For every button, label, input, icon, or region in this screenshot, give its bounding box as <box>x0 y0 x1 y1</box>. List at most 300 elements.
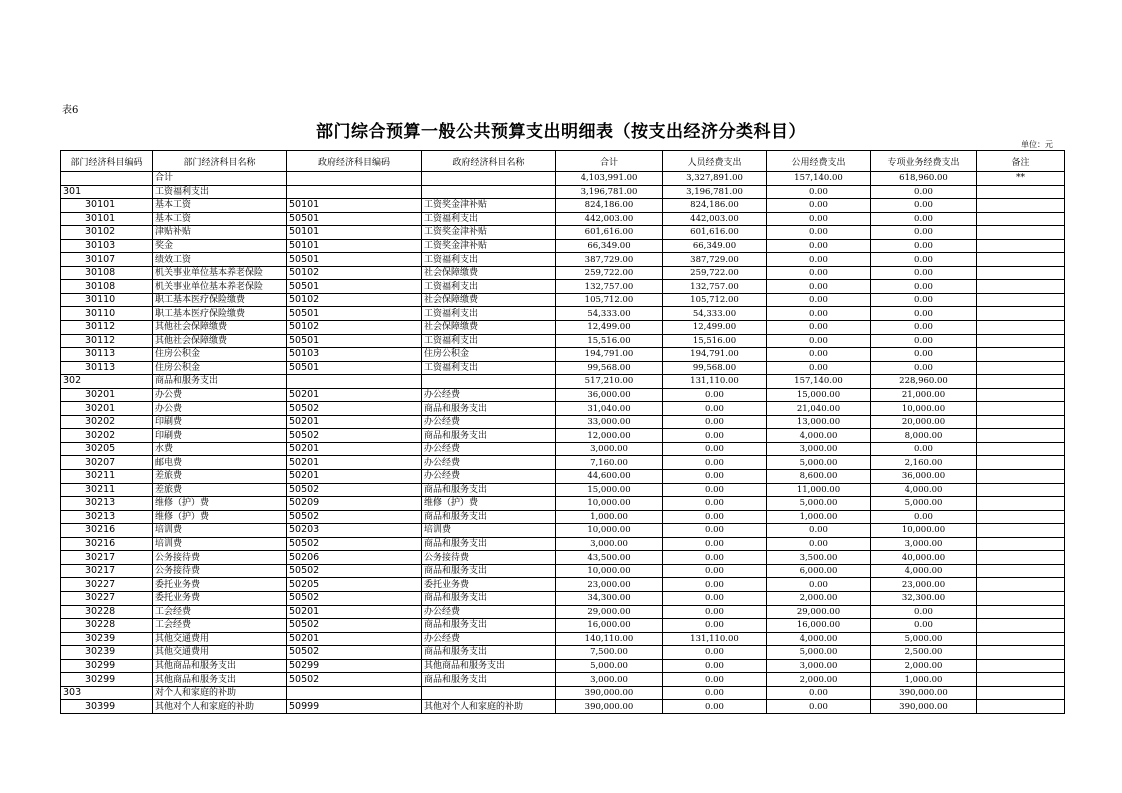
cell-gov-name: 委托业务费 <box>422 578 556 592</box>
cell-gov-name: 办公经费 <box>422 442 556 456</box>
cell-dept-code: 301 <box>61 185 153 199</box>
cell-remarks <box>977 551 1065 565</box>
cell-gov-name: 社会保障缴费 <box>422 321 556 335</box>
cell-total: 29,000.00 <box>556 605 663 619</box>
table-row <box>61 524 1065 538</box>
cell-gov-name: 工资福利支出 <box>422 212 556 226</box>
cell-gov-name: 工资福利支出 <box>422 307 556 321</box>
cell-personnel: 0.00 <box>663 429 767 443</box>
cell-dept-name: 基本工资 <box>153 212 287 226</box>
cell-public: 0.00 <box>767 199 871 213</box>
cell-gov-code: 50502 <box>287 564 422 578</box>
cell-gov-name: 办公经费 <box>422 415 556 429</box>
cell-special: 1,000.00 <box>871 673 977 687</box>
cell-total: 31,040.00 <box>556 402 663 416</box>
cell-dept-name: 对个人和家庭的补助 <box>153 686 287 700</box>
cell-public: 13,000.00 <box>767 415 871 429</box>
cell-dept-code: 30201 <box>61 388 153 402</box>
table-row <box>61 334 1065 348</box>
cell-personnel: 0.00 <box>663 483 767 497</box>
cell-total: 12,000.00 <box>556 429 663 443</box>
cell-gov-code: 50101 <box>287 239 422 253</box>
cell-dept-code: 30113 <box>61 361 153 375</box>
cell-gov-name: 商品和服务支出 <box>422 564 556 578</box>
cell-public: 0.00 <box>767 321 871 335</box>
cell-gov-code <box>287 185 422 199</box>
cell-dept-name: 公务接待费 <box>153 551 287 565</box>
cell-gov-code: 50501 <box>287 212 422 226</box>
cell-dept-code: 30216 <box>61 524 153 538</box>
table-row <box>61 361 1065 375</box>
table-row <box>61 619 1065 633</box>
table-row <box>61 307 1065 321</box>
cell-gov-name: 公务接待费 <box>422 551 556 565</box>
table-row <box>61 185 1065 199</box>
cell-special: 0.00 <box>871 321 977 335</box>
cell-gov-name: 办公经费 <box>422 470 556 484</box>
cell-personnel: 66,349.00 <box>663 239 767 253</box>
cell-public: 0.00 <box>767 239 871 253</box>
cell-remarks <box>977 388 1065 402</box>
cell-dept-code: 30211 <box>61 470 153 484</box>
cell-gov-name: 商品和服务支出 <box>422 619 556 633</box>
table-row <box>61 442 1065 456</box>
cell-public: 1,000.00 <box>767 510 871 524</box>
cell-remarks <box>977 307 1065 321</box>
cell-special: 0.00 <box>871 253 977 267</box>
cell-total: 3,000.00 <box>556 673 663 687</box>
cell-total: 7,160.00 <box>556 456 663 470</box>
cell-total: 3,000.00 <box>556 442 663 456</box>
cell-total: 3,000.00 <box>556 537 663 551</box>
cell-total: 517,210.00 <box>556 375 663 389</box>
cell-remarks: ** <box>977 172 1065 186</box>
cell-remarks <box>977 442 1065 456</box>
cell-dept-name: 印刷费 <box>153 415 287 429</box>
table-row <box>61 510 1065 524</box>
cell-personnel: 0.00 <box>663 591 767 605</box>
cell-dept-name: 奖金 <box>153 239 287 253</box>
cell-dept-code: 30216 <box>61 537 153 551</box>
cell-dept-code: 302 <box>61 375 153 389</box>
cell-gov-code: 50205 <box>287 578 422 592</box>
cell-dept-name: 合计 <box>153 172 287 186</box>
cell-special: 2,000.00 <box>871 659 977 673</box>
cell-special: 0.00 <box>871 199 977 213</box>
cell-gov-code: 50103 <box>287 348 422 362</box>
cell-dept-code: 30239 <box>61 632 153 646</box>
cell-dept-code: 30108 <box>61 280 153 294</box>
cell-personnel: 0.00 <box>663 456 767 470</box>
cell-dept-code: 30239 <box>61 646 153 660</box>
cell-dept-code: 30217 <box>61 551 153 565</box>
cell-dept-code: 30217 <box>61 564 153 578</box>
cell-public: 0.00 <box>767 578 871 592</box>
cell-dept-name: 职工基本医疗保险缴费 <box>153 307 287 321</box>
cell-dept-name: 住房公积金 <box>153 348 287 362</box>
cell-personnel: 0.00 <box>663 700 767 714</box>
table-row <box>61 321 1065 335</box>
cell-dept-code: 30103 <box>61 239 153 253</box>
cell-dept-code: 303 <box>61 686 153 700</box>
cell-personnel: 3,196,781.00 <box>663 185 767 199</box>
cell-remarks <box>977 185 1065 199</box>
cell-special: 4,000.00 <box>871 564 977 578</box>
cell-public: 8,600.00 <box>767 470 871 484</box>
cell-total: 99,568.00 <box>556 361 663 375</box>
cell-dept-code: 30102 <box>61 226 153 240</box>
cell-remarks <box>977 415 1065 429</box>
cell-total: 132,757.00 <box>556 280 663 294</box>
cell-gov-name: 工资奖金津补贴 <box>422 199 556 213</box>
cell-remarks <box>977 578 1065 592</box>
cell-special: 0.00 <box>871 348 977 362</box>
table-row <box>61 686 1065 700</box>
cell-gov-code: 50201 <box>287 632 422 646</box>
cell-public: 2,000.00 <box>767 591 871 605</box>
cell-special: 390,000.00 <box>871 686 977 700</box>
cell-total: 140,110.00 <box>556 632 663 646</box>
cell-personnel: 0.00 <box>663 578 767 592</box>
cell-public: 0.00 <box>767 293 871 307</box>
cell-personnel: 0.00 <box>663 659 767 673</box>
cell-dept-name: 工会经费 <box>153 619 287 633</box>
cell-gov-code: 50502 <box>287 619 422 633</box>
table-row <box>61 646 1065 660</box>
cell-public: 0.00 <box>767 361 871 375</box>
cell-remarks <box>977 497 1065 511</box>
cell-public: 0.00 <box>767 212 871 226</box>
table-row <box>61 673 1065 687</box>
cell-public: 0.00 <box>767 537 871 551</box>
cell-personnel: 12,499.00 <box>663 321 767 335</box>
cell-personnel: 0.00 <box>663 415 767 429</box>
cell-dept-name: 办公费 <box>153 388 287 402</box>
cell-total: 442,003.00 <box>556 212 663 226</box>
cell-dept-code <box>61 172 153 186</box>
cell-total: 5,000.00 <box>556 659 663 673</box>
cell-special: 8,000.00 <box>871 429 977 443</box>
cell-dept-name: 机关事业单位基本养老保险 <box>153 280 287 294</box>
cell-dept-code: 30101 <box>61 199 153 213</box>
cell-personnel: 131,110.00 <box>663 375 767 389</box>
header-personnel: 人员经费支出 <box>663 151 767 172</box>
cell-gov-name: 其他商品和服务支出 <box>422 659 556 673</box>
cell-public: 3,000.00 <box>767 442 871 456</box>
cell-gov-name <box>422 185 556 199</box>
cell-special: 23,000.00 <box>871 578 977 592</box>
table-row <box>61 551 1065 565</box>
cell-gov-name: 商品和服务支出 <box>422 510 556 524</box>
cell-special: 0.00 <box>871 510 977 524</box>
header-gov-code: 政府经济科目编码 <box>287 151 422 172</box>
cell-public: 0.00 <box>767 185 871 199</box>
cell-gov-code: 50501 <box>287 253 422 267</box>
cell-dept-name: 委托业务费 <box>153 591 287 605</box>
cell-remarks <box>977 239 1065 253</box>
cell-personnel: 0.00 <box>663 524 767 538</box>
cell-total: 16,000.00 <box>556 619 663 633</box>
cell-gov-name: 社会保障缴费 <box>422 266 556 280</box>
cell-dept-code: 30110 <box>61 307 153 321</box>
cell-special: 10,000.00 <box>871 402 977 416</box>
cell-dept-code: 30207 <box>61 456 153 470</box>
cell-dept-code: 30228 <box>61 619 153 633</box>
cell-public: 11,000.00 <box>767 483 871 497</box>
cell-personnel: 99,568.00 <box>663 361 767 375</box>
cell-gov-code: 50201 <box>287 442 422 456</box>
cell-dept-code: 30108 <box>61 266 153 280</box>
cell-dept-code: 30299 <box>61 659 153 673</box>
cell-total: 4,103,991.00 <box>556 172 663 186</box>
cell-dept-code: 30110 <box>61 293 153 307</box>
cell-gov-code: 50502 <box>287 537 422 551</box>
cell-gov-code: 50501 <box>287 280 422 294</box>
cell-gov-name: 培训费 <box>422 524 556 538</box>
cell-dept-name: 邮电费 <box>153 456 287 470</box>
cell-total: 15,516.00 <box>556 334 663 348</box>
cell-gov-name: 商品和服务支出 <box>422 673 556 687</box>
cell-remarks <box>977 402 1065 416</box>
cell-total: 105,712.00 <box>556 293 663 307</box>
cell-remarks <box>977 266 1065 280</box>
cell-remarks <box>977 226 1065 240</box>
cell-special: 0.00 <box>871 334 977 348</box>
cell-special: 20,000.00 <box>871 415 977 429</box>
cell-dept-code: 30113 <box>61 348 153 362</box>
table-row <box>61 375 1065 389</box>
cell-remarks <box>977 591 1065 605</box>
cell-personnel: 0.00 <box>663 646 767 660</box>
header-dept-name: 部门经济科目名称 <box>153 151 287 172</box>
cell-personnel: 0.00 <box>663 686 767 700</box>
table-row <box>61 456 1065 470</box>
cell-gov-name: 办公经费 <box>422 456 556 470</box>
header-dept-code: 部门经济科目编码 <box>61 151 153 172</box>
cell-dept-name: 维修（护）费 <box>153 510 287 524</box>
cell-dept-code: 30211 <box>61 483 153 497</box>
table-body <box>61 172 1065 714</box>
cell-total: 12,499.00 <box>556 321 663 335</box>
cell-total: 1,000.00 <box>556 510 663 524</box>
cell-remarks <box>977 334 1065 348</box>
cell-gov-name: 商品和服务支出 <box>422 483 556 497</box>
cell-gov-name: 维修（护）费 <box>422 497 556 511</box>
cell-public: 4,000.00 <box>767 429 871 443</box>
cell-gov-code: 50201 <box>287 415 422 429</box>
cell-public: 21,040.00 <box>767 402 871 416</box>
cell-personnel: 259,722.00 <box>663 266 767 280</box>
cell-dept-name: 差旅费 <box>153 470 287 484</box>
cell-gov-code: 50501 <box>287 334 422 348</box>
cell-special: 2,160.00 <box>871 456 977 470</box>
cell-special: 0.00 <box>871 619 977 633</box>
header-total: 合计 <box>556 151 663 172</box>
cell-remarks <box>977 199 1065 213</box>
cell-dept-name: 其他社会保障缴费 <box>153 321 287 335</box>
cell-dept-name: 工资福利支出 <box>153 185 287 199</box>
table-row <box>61 632 1065 646</box>
header-gov-name: 政府经济科目名称 <box>422 151 556 172</box>
cell-total: 3,196,781.00 <box>556 185 663 199</box>
cell-special: 0.00 <box>871 307 977 321</box>
table-row <box>61 700 1065 714</box>
cell-personnel: 442,003.00 <box>663 212 767 226</box>
cell-gov-name: 其他对个人和家庭的补助 <box>422 700 556 714</box>
cell-public: 5,000.00 <box>767 497 871 511</box>
cell-dept-name: 住房公积金 <box>153 361 287 375</box>
cell-dept-name: 其他商品和服务支出 <box>153 659 287 673</box>
cell-remarks <box>977 524 1065 538</box>
cell-gov-code: 50201 <box>287 470 422 484</box>
cell-special: 0.00 <box>871 212 977 226</box>
cell-dept-name: 公务接待费 <box>153 564 287 578</box>
cell-remarks <box>977 470 1065 484</box>
cell-dept-code: 30202 <box>61 429 153 443</box>
cell-special: 2,500.00 <box>871 646 977 660</box>
cell-dept-code: 30101 <box>61 212 153 226</box>
cell-remarks <box>977 321 1065 335</box>
cell-remarks <box>977 456 1065 470</box>
cell-dept-code: 30228 <box>61 605 153 619</box>
page-title: 部门综合预算一般公共预算支出明细表（按支出经济分类科目） <box>316 122 806 142</box>
cell-dept-name: 其他交通费用 <box>153 632 287 646</box>
cell-special: 3,000.00 <box>871 537 977 551</box>
cell-personnel: 0.00 <box>663 537 767 551</box>
cell-gov-name: 办公经费 <box>422 605 556 619</box>
table-row <box>61 483 1065 497</box>
cell-remarks <box>977 646 1065 660</box>
cell-remarks <box>977 280 1065 294</box>
cell-total: 33,000.00 <box>556 415 663 429</box>
table-row <box>61 415 1065 429</box>
cell-dept-name: 其他商品和服务支出 <box>153 673 287 687</box>
table-row <box>61 199 1065 213</box>
cell-dept-name: 基本工资 <box>153 199 287 213</box>
cell-special: 0.00 <box>871 442 977 456</box>
cell-total: 66,349.00 <box>556 239 663 253</box>
cell-dept-name: 印刷费 <box>153 429 287 443</box>
cell-personnel: 0.00 <box>663 551 767 565</box>
cell-dept-code: 30213 <box>61 510 153 524</box>
cell-gov-name: 商品和服务支出 <box>422 402 556 416</box>
cell-remarks <box>977 537 1065 551</box>
table-row <box>61 578 1065 592</box>
cell-public: 0.00 <box>767 307 871 321</box>
header-special: 专项业务经费支出 <box>871 151 977 172</box>
cell-public: 0.00 <box>767 700 871 714</box>
cell-total: 259,722.00 <box>556 266 663 280</box>
cell-total: 54,333.00 <box>556 307 663 321</box>
cell-remarks <box>977 253 1065 267</box>
cell-public: 0.00 <box>767 280 871 294</box>
cell-personnel: 0.00 <box>663 605 767 619</box>
cell-personnel: 194,791.00 <box>663 348 767 362</box>
cell-special: 5,000.00 <box>871 632 977 646</box>
cell-gov-code: 50502 <box>287 591 422 605</box>
cell-remarks <box>977 605 1065 619</box>
cell-public: 157,140.00 <box>767 172 871 186</box>
cell-gov-code: 50102 <box>287 266 422 280</box>
cell-personnel: 54,333.00 <box>663 307 767 321</box>
cell-special: 228,960.00 <box>871 375 977 389</box>
cell-personnel: 387,729.00 <box>663 253 767 267</box>
cell-public: 4,000.00 <box>767 632 871 646</box>
header-remarks: 备注 <box>977 151 1065 172</box>
cell-gov-code <box>287 375 422 389</box>
cell-remarks <box>977 212 1065 226</box>
cell-remarks <box>977 483 1065 497</box>
cell-remarks <box>977 375 1065 389</box>
cell-dept-code: 30399 <box>61 700 153 714</box>
table-row <box>61 266 1065 280</box>
cell-remarks <box>977 659 1065 673</box>
cell-public: 6,000.00 <box>767 564 871 578</box>
header-public: 公用经费支出 <box>767 151 871 172</box>
table-row <box>61 388 1065 402</box>
table-row <box>61 348 1065 362</box>
cell-special: 4,000.00 <box>871 483 977 497</box>
cell-dept-name: 维修（护）费 <box>153 497 287 511</box>
cell-public: 0.00 <box>767 334 871 348</box>
cell-gov-code: 50206 <box>287 551 422 565</box>
cell-public: 0.00 <box>767 348 871 362</box>
cell-dept-name: 培训费 <box>153 537 287 551</box>
cell-gov-code: 50999 <box>287 700 422 714</box>
cell-remarks <box>977 632 1065 646</box>
cell-public: 5,000.00 <box>767 646 871 660</box>
cell-special: 32,300.00 <box>871 591 977 605</box>
cell-public: 0.00 <box>767 253 871 267</box>
cell-gov-code: 50502 <box>287 402 422 416</box>
cell-gov-code: 50209 <box>287 497 422 511</box>
cell-gov-name: 商品和服务支出 <box>422 591 556 605</box>
cell-public: 157,140.00 <box>767 375 871 389</box>
cell-public: 16,000.00 <box>767 619 871 633</box>
cell-personnel: 0.00 <box>663 619 767 633</box>
cell-remarks <box>977 293 1065 307</box>
cell-public: 5,000.00 <box>767 456 871 470</box>
cell-gov-name: 办公经费 <box>422 632 556 646</box>
cell-public: 15,000.00 <box>767 388 871 402</box>
unit-label: 单位：元 <box>1021 140 1053 149</box>
cell-gov-code <box>287 686 422 700</box>
cell-special: 36,000.00 <box>871 470 977 484</box>
cell-dept-code: 30299 <box>61 673 153 687</box>
cell-personnel: 824,186.00 <box>663 199 767 213</box>
cell-gov-code <box>287 172 422 186</box>
cell-special: 390,000.00 <box>871 700 977 714</box>
cell-public: 0.00 <box>767 266 871 280</box>
cell-total: 10,000.00 <box>556 524 663 538</box>
cell-total: 390,000.00 <box>556 700 663 714</box>
cell-special: 0.00 <box>871 280 977 294</box>
cell-gov-code: 50501 <box>287 361 422 375</box>
cell-gov-code: 50201 <box>287 456 422 470</box>
cell-gov-code: 50203 <box>287 524 422 538</box>
cell-personnel: 0.00 <box>663 497 767 511</box>
cell-special: 21,000.00 <box>871 388 977 402</box>
table-label: 表6 <box>62 105 79 116</box>
cell-special: 5,000.00 <box>871 497 977 511</box>
cell-public: 29,000.00 <box>767 605 871 619</box>
table-row <box>61 253 1065 267</box>
cell-personnel: 0.00 <box>663 673 767 687</box>
cell-total: 43,500.00 <box>556 551 663 565</box>
cell-personnel: 132,757.00 <box>663 280 767 294</box>
cell-personnel: 105,712.00 <box>663 293 767 307</box>
cell-special: 0.00 <box>871 266 977 280</box>
